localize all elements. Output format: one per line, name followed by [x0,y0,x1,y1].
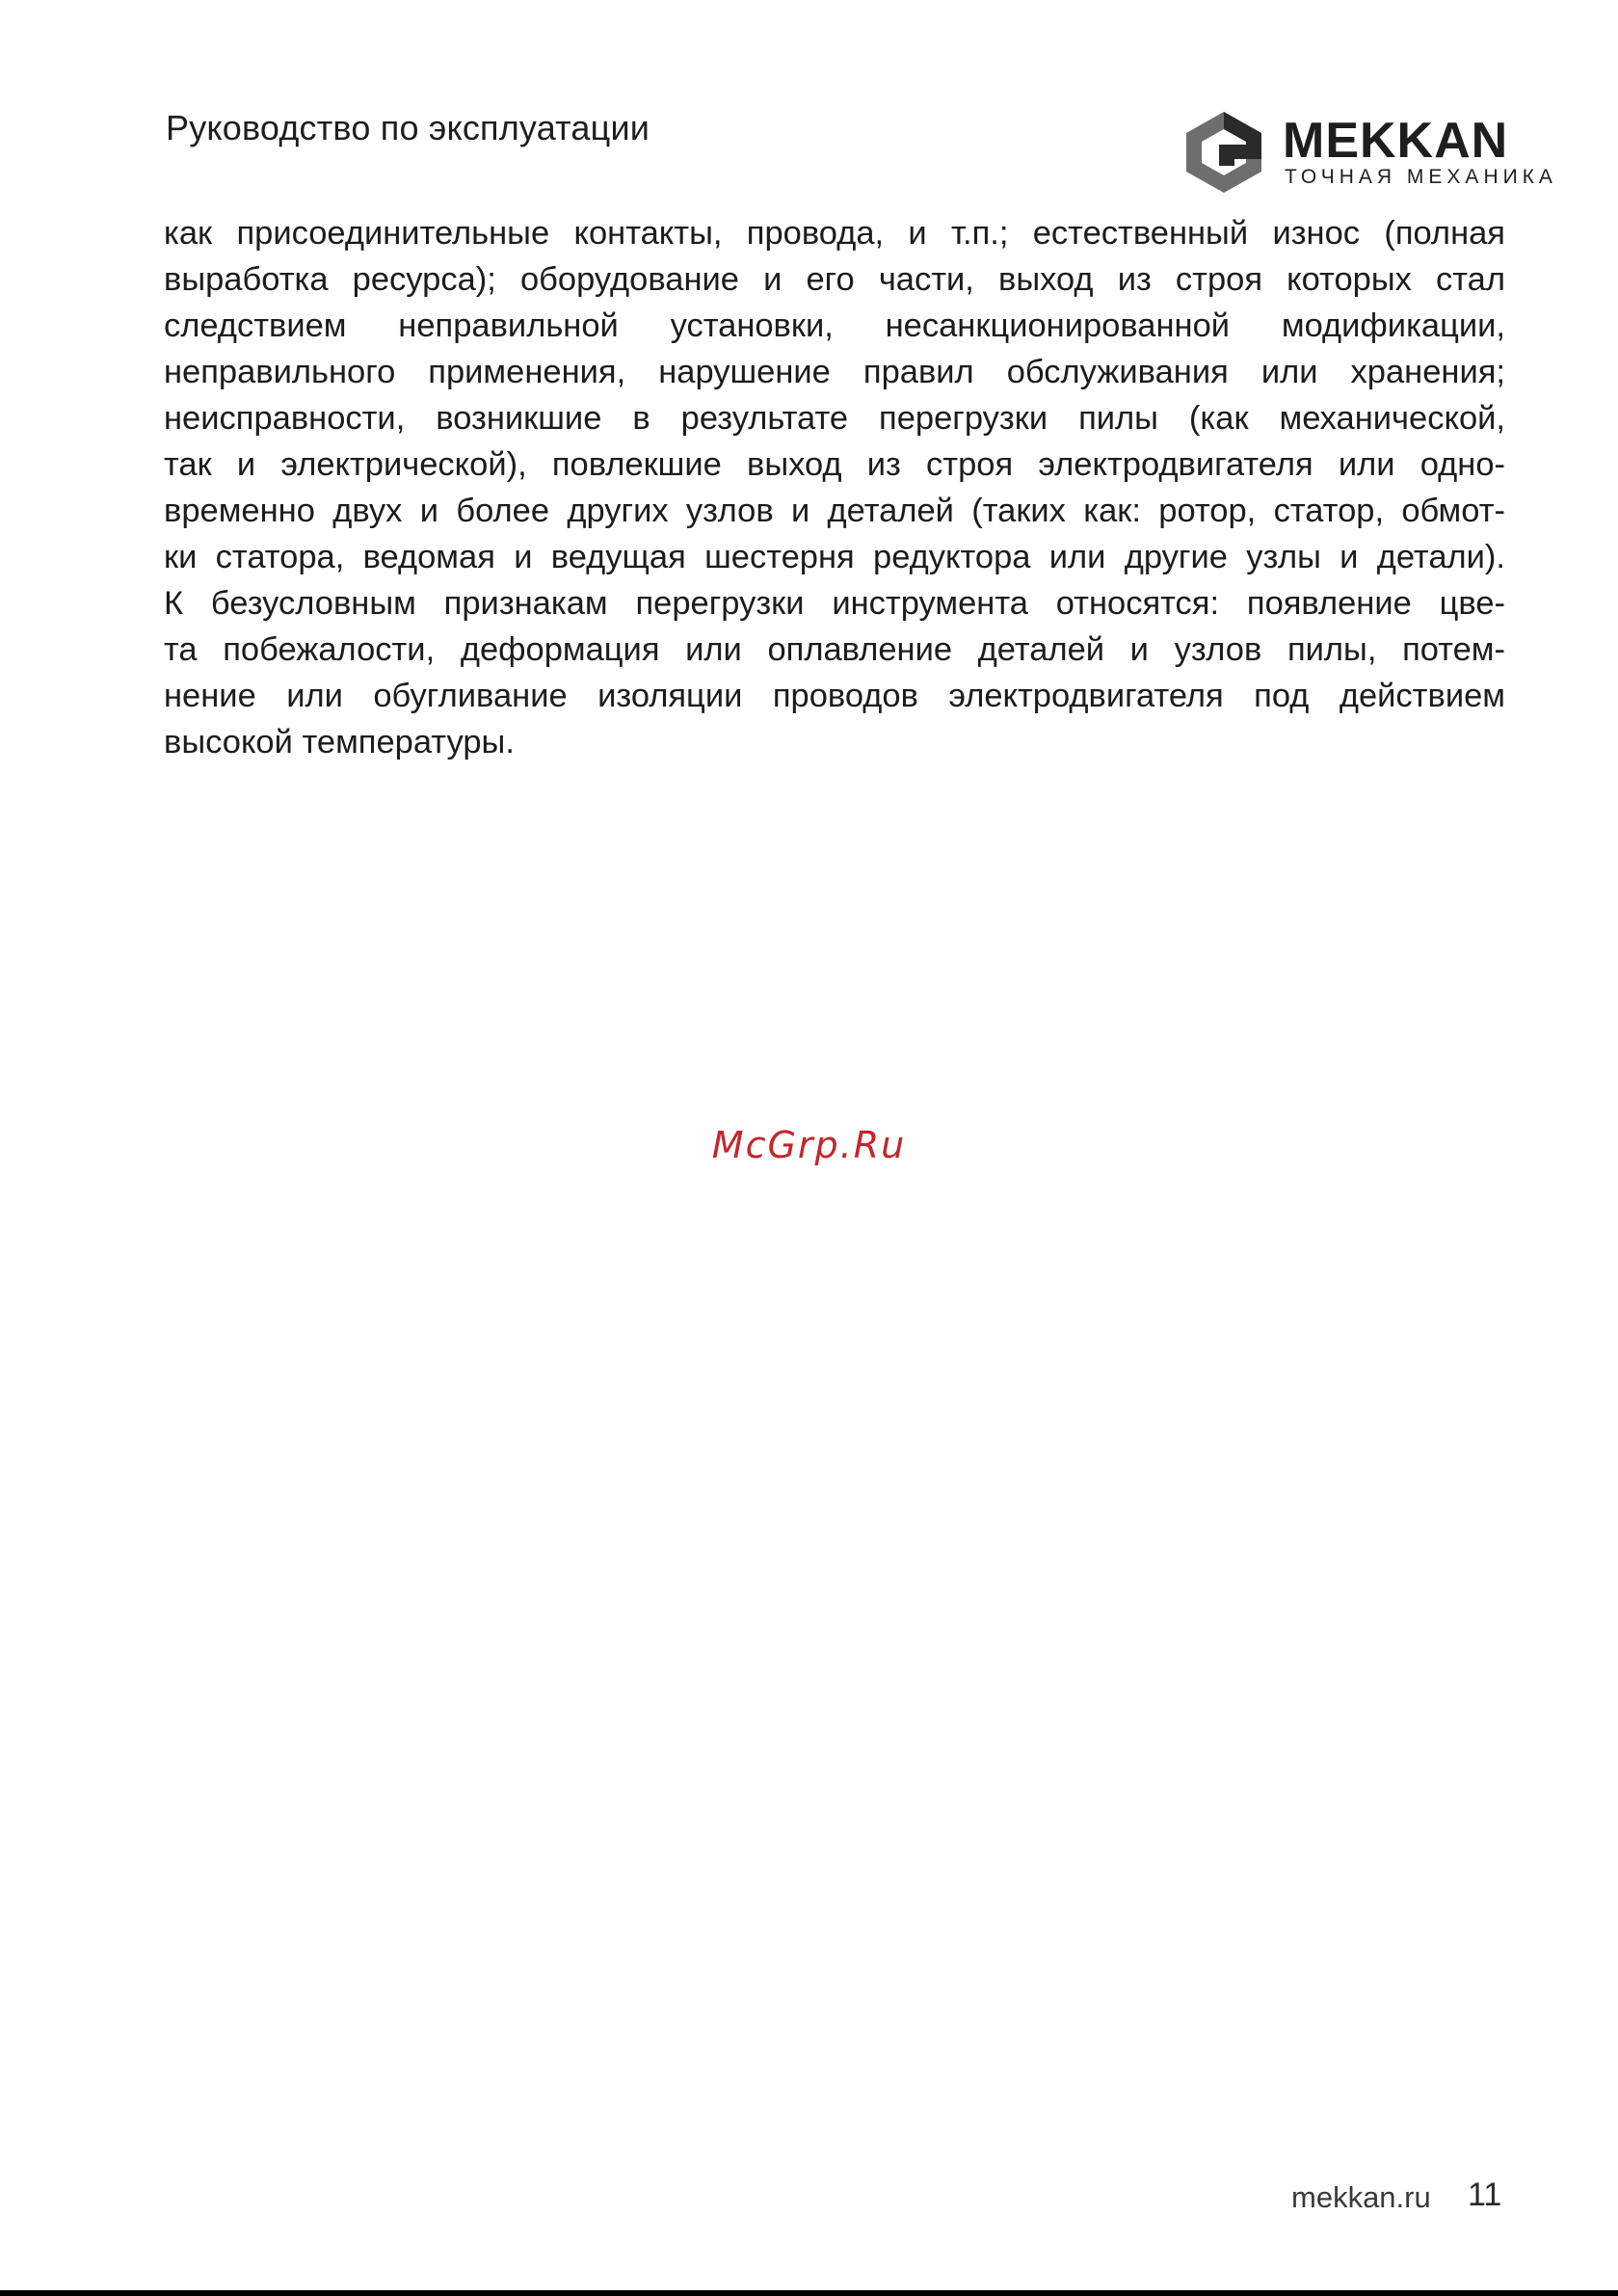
body-paragraph [164,210,1505,765]
body-line: следствием неправильной установки, несанкционированной модификации, [164,307,1505,344]
hexagon-logo-icon [1180,106,1267,199]
body-line: неправильного применения, нарушение правил обслуживания или хранения; [164,354,1505,390]
body-line: ки статора, ведомая и ведущая шестерня редуктора или другие узлы и детали). [164,539,1505,575]
body-line: выработка ресурса); оборудование и его части, выход из строя которых стал [164,261,1505,298]
watermark-text: McGrp.Ru [711,1124,907,1166]
body-line: так и электрической), повлекшие выход из строя электродвигателя или одно- [164,446,1505,483]
document-title: Руководство по эксплуатации [166,108,650,147]
page-number: 11 [1468,2176,1502,2213]
logo-wordmark: MEKKAN [1283,113,1509,169]
body-line: нение или обугливание изоляции проводов электродвигателя под действием [164,678,1505,714]
body-line: К безусловным признакам перегрузки инструмента относятся: появление цве- [164,585,1505,622]
body-line: неисправности, возникшие в результате перегрузки пилы (как механической, [164,400,1505,437]
footer-website: mekkan.ru [1291,2180,1431,2214]
body-line: временно двух и более других узлов и деталей (таких как: ротор, статор, обмот- [164,493,1505,529]
body-line: как присоединительные контакты, провода, и т.п.; естественный износ (полная [164,215,1505,252]
brand-logo [1180,106,1557,202]
body-line: высокой температуры. [164,724,515,761]
body-line: та побежалости, деформация или оплавление деталей и узлов пилы, потем- [164,631,1505,668]
logo-tagline: ТОЧНАЯ МЕХАНИКА [1285,166,1557,188]
bottom-border [0,2290,1618,2296]
